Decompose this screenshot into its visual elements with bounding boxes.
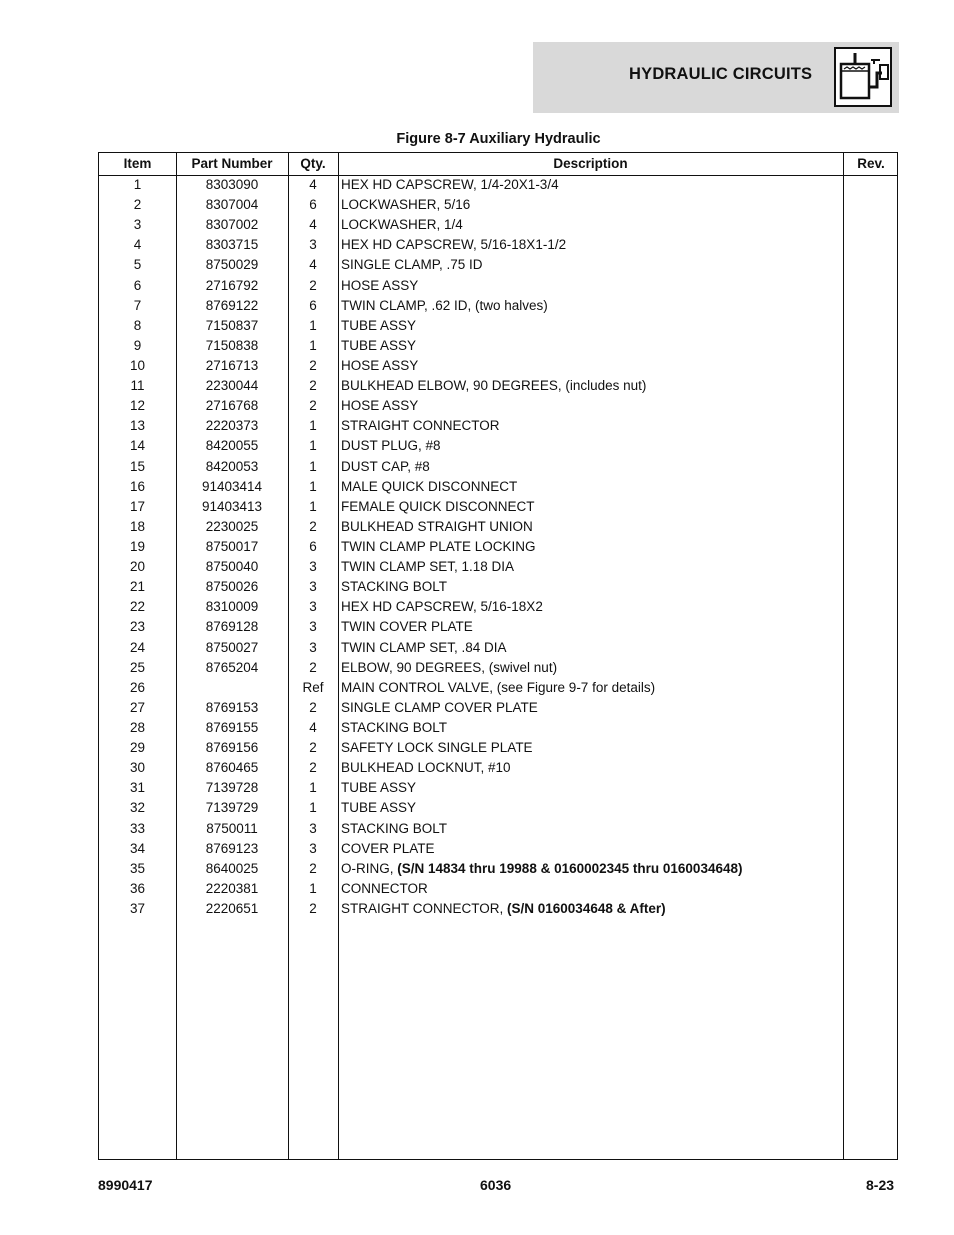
description-text: DUST PLUG, #8 <box>341 438 441 454</box>
quantity: 1 <box>309 780 317 796</box>
revision <box>843 497 899 517</box>
description-text: HEX HD CAPSCREW, 1/4-20X1-3/4 <box>341 177 559 192</box>
table-row <box>99 376 897 396</box>
revision <box>843 376 899 396</box>
table-row <box>99 336 897 356</box>
table-row <box>99 316 897 336</box>
part-number: 8750040 <box>205 559 259 575</box>
table-row <box>99 678 897 698</box>
part-number: 8750017 <box>205 538 259 554</box>
revision <box>843 477 899 497</box>
column-header-part-number: Part Number <box>191 156 273 171</box>
quantity: 3 <box>309 840 317 856</box>
table-row <box>99 195 897 215</box>
part-number: 7139728 <box>205 780 259 796</box>
description-text: ELBOW, 90 DEGREES, (swivel nut) <box>341 659 558 675</box>
revision <box>843 276 899 296</box>
quantity: 1 <box>309 337 317 353</box>
description-text: DUST CAP, #8 <box>341 458 430 474</box>
item-number: 6 <box>133 277 142 293</box>
part-number: 2716713 <box>205 357 259 373</box>
table-row <box>99 638 897 658</box>
description <box>341 215 841 235</box>
quantity: 2 <box>309 277 317 293</box>
description-text: CONNECTOR <box>341 880 428 896</box>
part-number: 8307002 <box>205 217 259 233</box>
description <box>341 617 841 637</box>
quantity: 3 <box>309 559 317 575</box>
part-number: 2716768 <box>205 398 259 414</box>
item-number: 34 <box>129 840 146 856</box>
table-row <box>99 778 897 798</box>
description-text: MALE QUICK DISCONNECT <box>341 478 518 494</box>
description <box>341 899 841 919</box>
table-row <box>99 658 897 678</box>
description-text: HEX HD CAPSCREW, 5/16-18X2 <box>341 599 543 615</box>
revision <box>843 778 899 798</box>
part-number <box>176 678 288 698</box>
table-row <box>99 396 897 416</box>
description <box>341 698 841 718</box>
description <box>341 497 841 517</box>
description-text: TUBE ASSY <box>341 800 417 816</box>
description <box>341 195 841 215</box>
description <box>341 738 841 758</box>
revision <box>843 819 899 839</box>
part-number: 8303090 <box>205 177 259 192</box>
part-number: 8750029 <box>205 257 259 273</box>
revision <box>843 658 899 678</box>
item-number: 36 <box>129 880 146 896</box>
description-text: SAFETY LOCK SINGLE PLATE <box>341 740 533 756</box>
table-row <box>99 276 897 296</box>
revision <box>843 839 899 859</box>
table-row <box>99 859 897 879</box>
table-row <box>99 758 897 778</box>
parts-table <box>98 152 898 1160</box>
quantity: 1 <box>309 880 317 896</box>
table-row <box>99 235 897 255</box>
quantity: 4 <box>309 719 317 735</box>
description <box>341 416 841 436</box>
description <box>341 436 841 456</box>
description-text: STACKING BOLT <box>341 820 448 836</box>
item-number: 17 <box>129 498 146 514</box>
revision <box>843 597 899 617</box>
quantity: 1 <box>309 418 317 434</box>
description-text: COVER PLATE <box>341 840 435 856</box>
table-row <box>99 899 897 919</box>
revision <box>843 235 899 255</box>
revision <box>843 577 899 597</box>
table-row <box>99 537 897 557</box>
quantity: 2 <box>309 740 317 756</box>
description <box>341 839 841 859</box>
revision <box>843 859 899 879</box>
part-number: 8750011 <box>206 820 258 836</box>
item-number: 15 <box>129 458 146 474</box>
item-number: 33 <box>129 820 146 836</box>
description-text: SINGLE CLAMP COVER PLATE <box>341 699 538 715</box>
part-number: 8769122 <box>205 297 259 313</box>
description-text: LOCKWASHER, 1/4 <box>341 217 463 233</box>
description <box>341 296 841 316</box>
quantity: 2 <box>309 357 317 373</box>
revision <box>843 879 899 899</box>
revision <box>843 215 899 235</box>
footer-manual-number: 8990417 <box>98 1177 153 1193</box>
footer-model-number: 6036 <box>480 1177 512 1193</box>
revision <box>843 356 899 376</box>
table-row <box>99 497 897 517</box>
item-number: 13 <box>129 418 146 434</box>
description <box>341 457 841 477</box>
description <box>341 356 841 376</box>
description <box>341 276 841 296</box>
description <box>341 819 841 839</box>
table-row <box>99 255 897 275</box>
table-row <box>99 798 897 818</box>
footer-page-number: 8-23 <box>866 1177 895 1193</box>
description <box>341 758 841 778</box>
description-text: SINGLE CLAMP, .75 ID <box>341 257 483 273</box>
revision <box>843 436 899 456</box>
table-row <box>99 457 897 477</box>
column-header-qty: Qty. <box>300 156 326 171</box>
table-row <box>99 477 897 497</box>
item-number: 8 <box>133 317 142 333</box>
quantity: 4 <box>309 257 317 273</box>
item-number: 21 <box>129 579 146 595</box>
item-number: 25 <box>129 659 146 675</box>
table-row <box>99 517 897 537</box>
revision <box>843 678 899 698</box>
quantity: 4 <box>309 177 317 192</box>
column-header-rev: Rev. <box>857 156 885 171</box>
description <box>341 678 841 698</box>
revision <box>843 738 899 758</box>
serial-number-range: (S/N 14834 thru 19988 & 0160002345 thru 0160034648) <box>397 860 743 876</box>
table-row <box>99 215 897 235</box>
item-number: 10 <box>129 357 146 373</box>
item-number: 30 <box>129 760 146 776</box>
quantity: Ref <box>302 679 324 695</box>
quantity: 2 <box>309 860 317 876</box>
item-number: 27 <box>129 699 146 715</box>
table-row <box>99 617 897 637</box>
revision <box>843 798 899 818</box>
quantity: 2 <box>309 518 317 534</box>
item-number: 3 <box>133 217 142 233</box>
item-number: 5 <box>133 257 142 273</box>
description-text: HEX HD CAPSCREW, 5/16-18X1-1/2 <box>341 237 567 253</box>
part-number: 8750027 <box>205 639 259 655</box>
description-text: STRAIGHT CONNECTOR <box>341 418 500 434</box>
description <box>341 718 841 738</box>
quantity: 2 <box>309 900 317 916</box>
part-number: 8769155 <box>205 719 259 735</box>
quantity: 1 <box>309 317 317 333</box>
revision <box>843 396 899 416</box>
part-number: 7150837 <box>205 317 259 333</box>
part-number: 8420053 <box>205 458 259 474</box>
item-number: 28 <box>129 719 146 735</box>
part-number: 8420055 <box>205 438 259 454</box>
item-number: 19 <box>129 538 146 554</box>
quantity: 6 <box>309 197 317 213</box>
revision <box>843 457 899 477</box>
description <box>341 658 841 678</box>
description <box>341 577 841 597</box>
item-number: 32 <box>129 800 146 816</box>
item-number: 35 <box>129 860 146 876</box>
revision <box>843 255 899 275</box>
description-text: MAIN CONTROL VALVE, (see Figure 9-7 for details) <box>341 679 656 695</box>
revision <box>843 336 899 356</box>
revision <box>843 617 899 637</box>
revision <box>843 557 899 577</box>
quantity: 4 <box>309 217 317 233</box>
item-number: 24 <box>129 639 146 655</box>
description-text: TWIN CLAMP PLATE LOCKING <box>341 538 536 554</box>
revision <box>843 416 899 436</box>
table-row <box>99 839 897 859</box>
quantity: 6 <box>309 538 317 554</box>
quantity: 1 <box>309 800 317 816</box>
description <box>341 235 841 255</box>
description <box>341 316 841 336</box>
table-row <box>99 557 897 577</box>
quantity: 6 <box>309 297 317 313</box>
description <box>341 597 841 617</box>
item-number: 26 <box>129 679 146 695</box>
quantity: 1 <box>309 458 317 474</box>
description-text: O-RING, <box>341 860 398 876</box>
item-number: 4 <box>133 237 142 253</box>
item-number: 7 <box>133 297 142 313</box>
column-header-item: Item <box>123 156 152 171</box>
item-number: 29 <box>129 740 146 756</box>
item-number: 20 <box>129 559 146 575</box>
revision <box>843 296 899 316</box>
quantity: 1 <box>309 438 317 454</box>
item-number: 31 <box>129 780 146 796</box>
description <box>341 879 841 899</box>
description-text: BULKHEAD LOCKNUT, #10 <box>341 760 511 776</box>
hydraulic-reservoir-icon <box>834 47 892 107</box>
description <box>341 517 841 537</box>
table-row <box>99 879 897 899</box>
description-text: HOSE ASSY <box>341 398 419 414</box>
item-number: 18 <box>129 518 146 534</box>
quantity: 2 <box>309 760 317 776</box>
description-text: STRAIGHT CONNECTOR, <box>341 900 508 916</box>
table-row <box>99 577 897 597</box>
item-number: 22 <box>129 599 146 615</box>
part-number: 8310009 <box>205 599 259 615</box>
item-number: 2 <box>133 197 142 213</box>
column-header-description: Description <box>553 156 628 171</box>
serial-number-range: (S/N 0160034648 & After) <box>507 900 666 916</box>
revision <box>843 517 899 537</box>
part-number: 8640025 <box>205 860 259 876</box>
quantity: 2 <box>309 378 317 394</box>
description <box>341 376 841 396</box>
item-number: 11 <box>130 378 145 394</box>
revision <box>843 316 899 336</box>
description <box>341 175 841 195</box>
table-row <box>99 718 897 738</box>
description-text: TWIN COVER PLATE <box>341 619 473 635</box>
part-number: 7150838 <box>205 337 259 353</box>
item-number: 1 <box>133 177 142 192</box>
part-number: 8769128 <box>205 619 259 635</box>
quantity: 2 <box>309 659 317 675</box>
description-text: TWIN CLAMP, .62 ID, (two halves) <box>341 297 548 313</box>
table-body <box>99 175 897 919</box>
revision <box>843 638 899 658</box>
section-title: HYDRAULIC CIRCUITS <box>629 65 813 83</box>
quantity: 1 <box>309 478 317 494</box>
description-text: TUBE ASSY <box>341 780 417 796</box>
part-number: 2716792 <box>205 277 259 293</box>
part-number: 2230025 <box>205 518 259 534</box>
table-row <box>99 597 897 617</box>
item-number: 23 <box>129 619 146 635</box>
revision <box>843 537 899 557</box>
description <box>341 537 841 557</box>
description <box>341 255 841 275</box>
description-text: LOCKWASHER, 5/16 <box>341 197 471 213</box>
quantity: 3 <box>309 237 317 253</box>
revision <box>843 718 899 738</box>
item-number: 14 <box>129 438 146 454</box>
description-text: TWIN CLAMP SET, .84 DIA <box>341 639 507 655</box>
description <box>341 778 841 798</box>
table-row <box>99 436 897 456</box>
revision <box>843 758 899 778</box>
part-number: 7139729 <box>205 800 259 816</box>
quantity: 3 <box>309 599 317 615</box>
description <box>341 477 841 497</box>
part-number: 8760465 <box>205 760 259 776</box>
table-row <box>99 738 897 758</box>
part-number: 8769156 <box>205 740 259 756</box>
part-number: 8769153 <box>205 699 259 715</box>
quantity: 2 <box>309 699 317 715</box>
part-number: 2220373 <box>205 418 259 434</box>
description <box>341 859 841 879</box>
quantity: 3 <box>309 619 317 635</box>
table-row <box>99 819 897 839</box>
description-text: BULKHEAD ELBOW, 90 DEGREES, (includes nut) <box>341 378 647 394</box>
table-row <box>99 416 897 436</box>
revision <box>843 698 899 718</box>
description <box>341 557 841 577</box>
part-number: 2220651 <box>205 900 259 916</box>
part-number: 8769123 <box>205 840 259 856</box>
part-number: 91403413 <box>201 498 263 514</box>
description-text: BULKHEAD STRAIGHT UNION <box>341 518 533 534</box>
table-row <box>99 356 897 376</box>
description-text: STACKING BOLT <box>341 579 448 595</box>
quantity: 3 <box>309 639 317 655</box>
description-text: HOSE ASSY <box>341 357 419 373</box>
part-number: 2220381 <box>205 880 259 896</box>
part-number: 8765204 <box>205 659 259 675</box>
quantity: 1 <box>309 498 317 514</box>
description <box>341 396 841 416</box>
quantity: 2 <box>309 398 317 414</box>
revision <box>843 195 899 215</box>
revision <box>843 175 899 195</box>
revision <box>843 899 899 919</box>
part-number: 8307004 <box>205 197 259 213</box>
part-number: 8750026 <box>205 579 259 595</box>
quantity: 3 <box>309 579 317 595</box>
part-number: 2230044 <box>205 378 259 394</box>
item-number: 16 <box>129 478 146 494</box>
description-text: HOSE ASSY <box>341 277 419 293</box>
table-row <box>99 296 897 316</box>
figure-title: Figure 8-7 Auxiliary Hydraulic <box>396 131 601 147</box>
description-text: TUBE ASSY <box>341 317 417 333</box>
table-row <box>99 698 897 718</box>
description-text: TUBE ASSY <box>341 337 417 353</box>
description <box>341 336 841 356</box>
description <box>341 638 841 658</box>
item-number: 12 <box>129 398 146 414</box>
description <box>341 798 841 818</box>
part-number: 91403414 <box>201 478 263 494</box>
description-text: STACKING BOLT <box>341 719 448 735</box>
table-row <box>99 175 897 195</box>
part-number: 8303715 <box>205 237 259 253</box>
quantity: 3 <box>309 820 317 836</box>
item-number: 9 <box>133 337 142 353</box>
description-text: FEMALE QUICK DISCONNECT <box>341 498 535 514</box>
item-number: 37 <box>129 900 146 916</box>
description-text: TWIN CLAMP SET, 1.18 DIA <box>341 559 515 575</box>
